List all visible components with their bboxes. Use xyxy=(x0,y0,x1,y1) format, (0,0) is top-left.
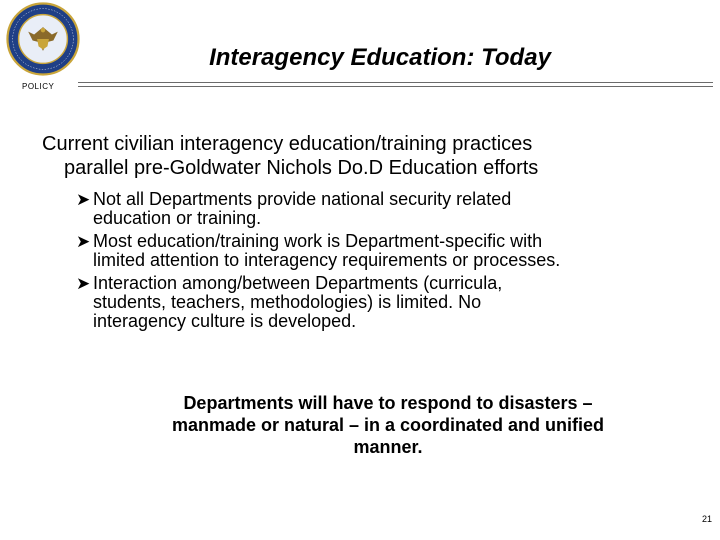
header-rule-top xyxy=(78,82,713,83)
lead-line: Current civilian interagency education/training practices xyxy=(42,133,533,155)
callout-statement xyxy=(108,392,668,458)
callout-line: Departments will have to respond to disasters – xyxy=(183,393,593,413)
dod-seal-icon xyxy=(6,2,80,76)
callout-line: manner. xyxy=(353,437,423,457)
header-rule-bottom xyxy=(78,86,713,87)
bullet-line: Most education/training work is Department-specific with xyxy=(93,231,543,251)
lead-line: parallel pre-Goldwater Nichols Do.D Education efforts xyxy=(64,157,539,179)
bullet-item xyxy=(76,190,706,228)
arrow-bullet-icon: ➤ xyxy=(76,190,91,209)
bullet-line: interagency culture is developed. xyxy=(93,311,357,331)
callout-line: manmade or natural – in a coordinated and unified xyxy=(171,415,605,435)
bullet-line: education or training. xyxy=(93,208,262,228)
bullet-line: limited attention to interagency requirements or processes. xyxy=(93,250,561,270)
policy-label: POLICY xyxy=(22,82,55,91)
arrow-bullet-icon: ➤ xyxy=(76,232,91,251)
arrow-bullet-icon: ➤ xyxy=(76,274,91,293)
slide-title: Interagency Education: Today xyxy=(209,44,551,71)
bullet-line: Not all Departments provide national security related xyxy=(93,189,512,209)
bullet-line: Interaction among/between Departments (curricula, xyxy=(93,273,503,293)
bullet-item xyxy=(76,232,706,270)
bullet-list xyxy=(76,190,706,335)
lead-paragraph xyxy=(42,132,682,180)
bullet-line: students, teachers, methodologies) is limited. No xyxy=(93,292,482,312)
bullet-item xyxy=(76,274,706,331)
page-number: 21 xyxy=(701,514,712,524)
